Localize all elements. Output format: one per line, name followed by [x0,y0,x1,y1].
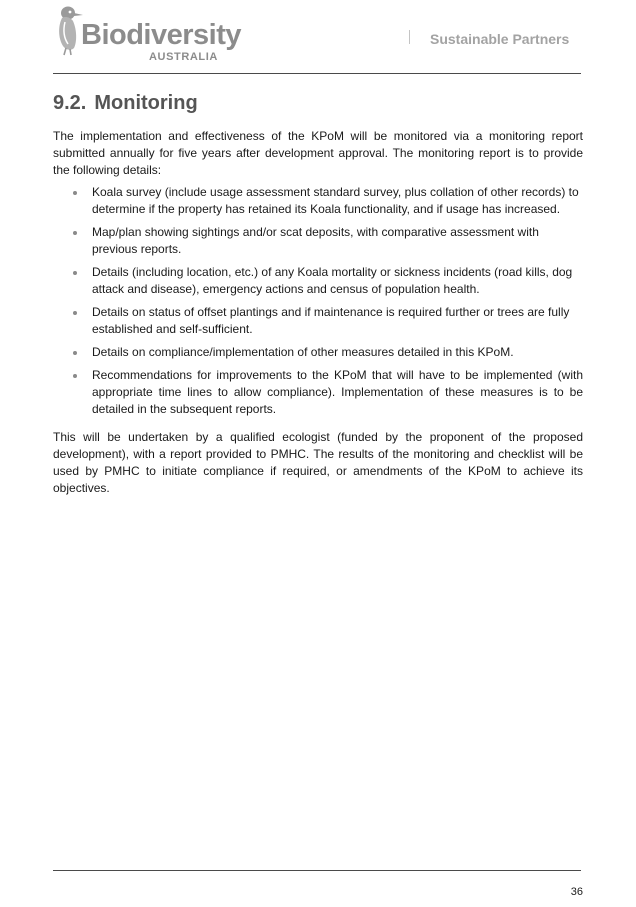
list-item-text: Details on status of offset plantings and if maintenance is required further or trees are fully established and self-sufficient. [92,305,570,336]
header-separator [409,30,410,44]
bullet-icon [73,351,77,355]
closing-paragraph: This will be undertaken by a qualified ecologist (funded by the proponent of the proposed development), with a report provided to PMHC. The results of the monitoring and checklist will be used by PMHC to initiate compliance if required, or amendments of the KPoM to achieve its objectives. [53,430,583,495]
page-header [0,0,636,75]
bullet-icon [73,271,77,275]
header-tagline: Sustainable Partners [430,31,570,47]
list-item-text: Koala survey (include usage assessment standard survey, plus collation of other records) to determine if the property has retained its Koala functionality, and if usage has increased. [92,185,579,216]
section-heading [53,91,198,115]
list-item-text: Details (including location, etc.) of any Koala mortality or sickness incidents (road kills, dog attack and disease), emergency actions and census of population health. [92,265,573,296]
list-item [53,344,583,361]
intro-paragraph: The implementation and effectiveness of the KPoM will be monitored via a monitoring report submitted annually for five years after development approval. The monitoring report is to provide the following details: [53,129,583,177]
biodiversity-australia-logo [54,4,244,66]
list-item-text: Map/plan showing sightings and/or scat deposits, with comparative assessment with previous reports. [92,225,539,256]
list-item-text: Recommendations for improvements to the KPoM that will have to be implemented (with appropriate time lines to allow compliance). Implementation of these measures is to be detailed in the subsequent reports. [92,368,583,416]
bullet-icon [73,191,77,195]
bullet-icon [73,231,77,235]
list-item [53,184,583,218]
list-item [53,367,583,418]
section-title: Monitoring [94,92,198,114]
bullet-icon [73,374,77,378]
footer-divider [53,870,581,871]
list-item [53,224,583,258]
page-number: 36 [570,886,583,898]
logo-wordmark: Biodiversity [81,19,241,51]
list-item-text: Details on compliance/implementation of other measures detailed in this KPoM. [92,345,514,359]
section-number: 9.2. [53,92,87,114]
bullet-icon [73,311,77,315]
bird-logo-icon [54,4,84,56]
monitoring-details-list [53,184,583,424]
logo-subtitle: AUSTRALIA [149,51,218,63]
list-item [53,264,583,298]
header-divider [53,73,581,74]
list-item [53,304,583,338]
